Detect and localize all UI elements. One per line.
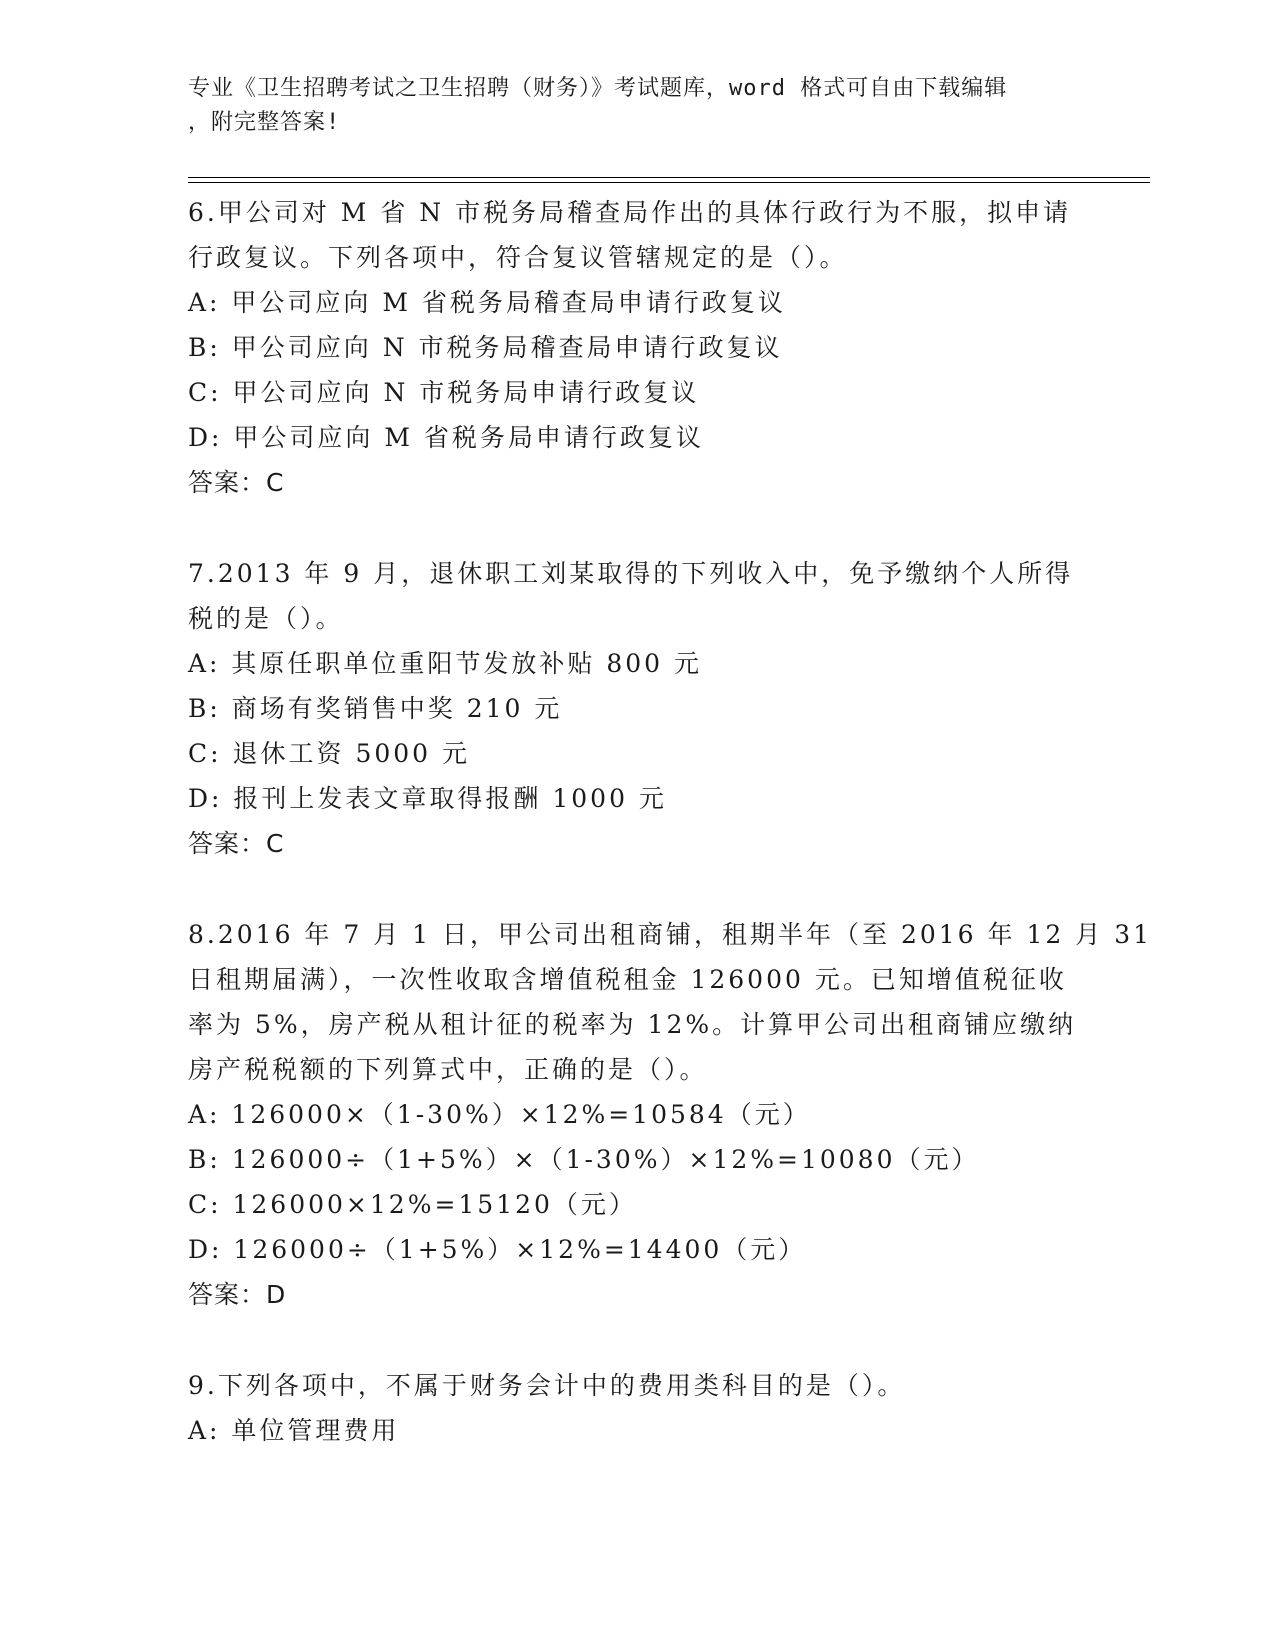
option-line: A: 其原任职单位重阳节发放补贴 800 元 xyxy=(188,649,703,678)
option-line: C: 126000×12%=15120（元） xyxy=(188,1190,637,1219)
option-line: D: 甲公司应向 M 省税务局申请行政复议 xyxy=(188,423,704,452)
question-stem-line: 行政复议。下列各项中，符合复议管辖规定的是（）。 xyxy=(188,243,848,272)
question-block xyxy=(188,912,1153,1317)
option-line: D: 126000÷（1+5%）×12%=14400（元） xyxy=(188,1235,807,1264)
option-line: B: 甲公司应向 N 市税务局稽查局申请行政复议 xyxy=(188,333,783,362)
option-line: A: 甲公司应向 M 省税务局稽查局申请行政复议 xyxy=(188,288,786,317)
option-line: A: 126000×（1-30%）×12%=10584（元） xyxy=(188,1100,811,1129)
option-line: B: 商场有奖销售中奖 210 元 xyxy=(188,694,563,723)
question-stem-line: 9.下列各项中，不属于财务会计中的费用类科目的是（）。 xyxy=(188,1371,906,1400)
header-divider-top xyxy=(188,177,1150,178)
question-stem-line: 8.2016 年 7 月 1 日，甲公司出租商铺，租期半年（至 2016 年 12 月 31 xyxy=(188,920,1153,949)
question-stem-line: 日租期届满），一次性收取含增值税租金 126000 元。已知增值税征收 xyxy=(188,965,1067,994)
option-line: B: 126000÷（1+5%）×（1-30%）×12%=10080（元） xyxy=(188,1145,980,1174)
header-line-1: 专业《卫生招聘考试之卫生招聘（财务）》考试题库，word 格式可自由下载编辑 xyxy=(188,76,1008,101)
option-line: C: 退休工资 5000 元 xyxy=(188,739,471,768)
option-line: A: 单位管理费用 xyxy=(188,1416,400,1445)
option-line: D: 报刊上发表文章取得报酬 1000 元 xyxy=(188,784,667,813)
question-block xyxy=(188,551,1088,866)
header-divider-bottom xyxy=(188,182,1150,183)
question-stem-line: 7.2013 年 9 月，退休职工刘某取得的下列收入中，免予缴纳个人所得 xyxy=(188,559,1074,588)
answer-line: 答案：D xyxy=(188,1280,287,1309)
answer-line: 答案：C xyxy=(188,468,285,497)
question-stem-line: 率为 5%，房产税从租计征的税率为 12%。计算甲公司出租商铺应缴纳 xyxy=(188,1010,1077,1039)
question-stem-line: 房产税税额的下列算式中，正确的是（）。 xyxy=(188,1055,708,1084)
header-line-2: ，附完整答案! xyxy=(188,110,341,135)
question-stem-line: 税的是（）。 xyxy=(188,604,344,633)
document-header xyxy=(188,72,1068,140)
answer-line: 答案：C xyxy=(188,829,285,858)
option-line: C: 甲公司应向 N 市税务局申请行政复议 xyxy=(188,378,700,407)
question-block xyxy=(188,1363,1088,1453)
question-block xyxy=(188,190,1088,505)
question-list xyxy=(188,190,1153,1453)
question-stem-line: 6.甲公司对 M 省 N 市税务局稽查局作出的具体行政行为不服，拟申请 xyxy=(188,198,1072,227)
